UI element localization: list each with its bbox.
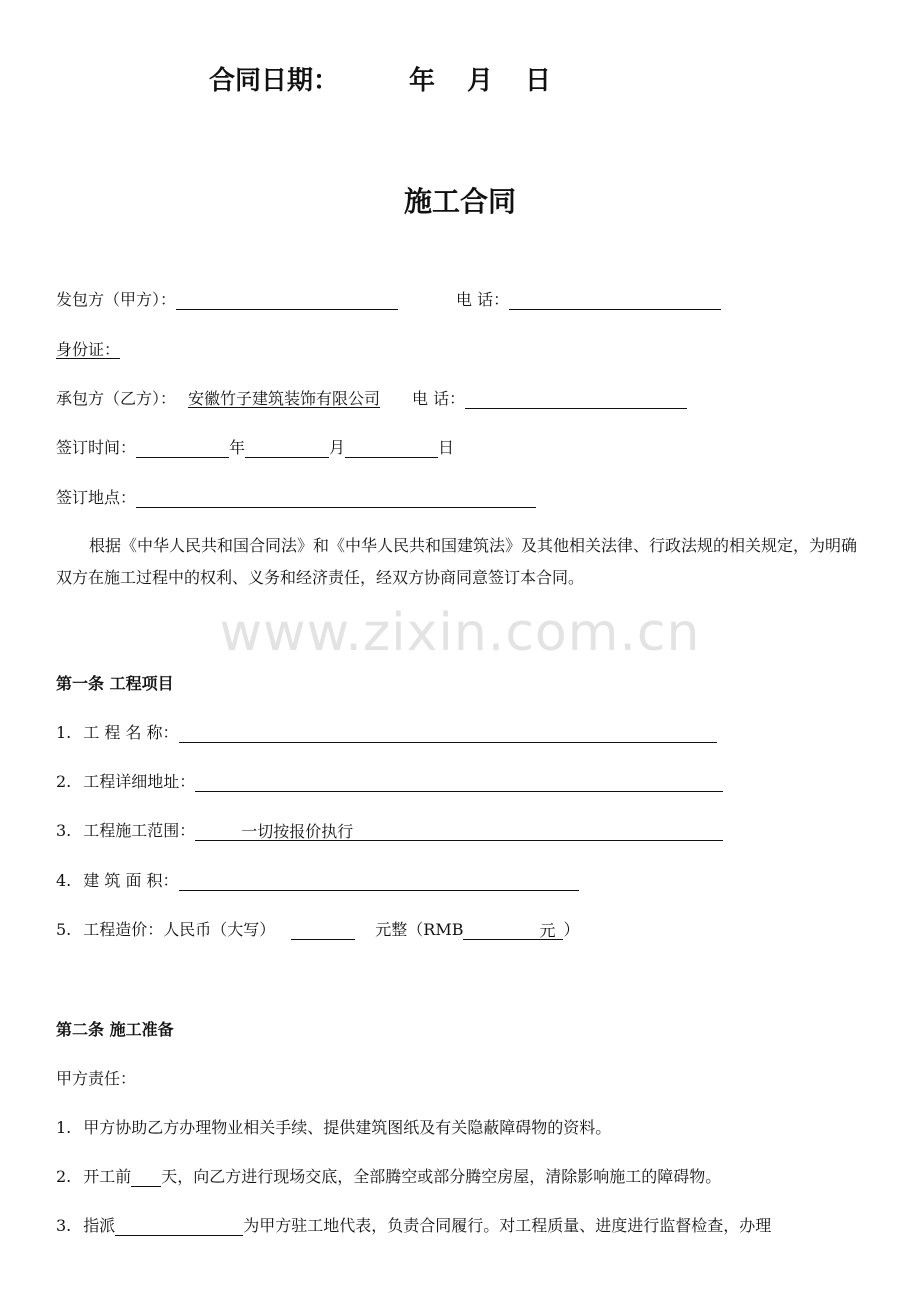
item-number: 2. (56, 772, 72, 791)
party-a-phone-field[interactable] (509, 291, 721, 310)
building-area-field[interactable] (179, 872, 579, 891)
contract-date-day: 日 (525, 66, 552, 96)
project-cost-label: 工程造价：人民币（大写） (83, 920, 276, 939)
duty-3-pre: 指派 (83, 1216, 116, 1235)
id-card-label: 身份证： (56, 340, 121, 359)
duty-2-post: 天，向乙方进行现场交底，全部腾空或部分腾空房屋，清除影响施工的障碍物。 (161, 1167, 722, 1186)
site-representative-field[interactable] (115, 1217, 243, 1236)
duty-item-2 (56, 1167, 721, 1187)
cost-rmb-field[interactable] (463, 921, 563, 940)
item-number: 1. (56, 723, 72, 742)
duty-item-1 (56, 1118, 611, 1138)
party-a-row (56, 290, 721, 310)
party-a-duties-label: 甲方责任： (56, 1069, 137, 1088)
cost-unit: 元 (539, 921, 556, 940)
sign-year-field[interactable] (136, 439, 229, 458)
sign-time-label: 签订时间： (56, 438, 137, 457)
project-name-row (56, 723, 717, 743)
contract-date-month: 月 (467, 66, 494, 96)
building-area-label: 建 筑 面 积： (83, 871, 179, 890)
project-scope-row (56, 821, 723, 841)
party-b-row (56, 389, 687, 409)
project-name-field[interactable] (179, 724, 717, 743)
sign-place-label: 签订地点： (56, 488, 137, 507)
party-b-label: 承包方（乙方）： (56, 389, 177, 408)
section2-heading: 第二条 施工准备 (56, 1020, 174, 1039)
project-address-label: 工程详细地址： (83, 772, 196, 791)
duty-item-3 (56, 1216, 771, 1236)
contract-date-label: 合同日期： (209, 66, 340, 96)
party-b-phone-label: 电 话： (412, 389, 466, 408)
item-number: 4. (56, 871, 72, 890)
party-b-phone-field[interactable] (465, 390, 687, 409)
project-address-row (56, 772, 723, 792)
contract-date-line (209, 64, 551, 98)
cost-suffix: 元整（RMB (375, 920, 464, 939)
building-area-row (56, 871, 579, 891)
duty-3-post: 为甲方驻工地代表，负责合同履行。对工程质量、进度进行监督检查，办理 (243, 1216, 772, 1235)
party-a-phone-label: 电 话： (456, 290, 510, 309)
project-name-label: 工 程 名 称： (83, 723, 179, 742)
section1-heading: 第一条 工程项目 (56, 674, 174, 693)
project-cost-row (56, 920, 580, 940)
project-scope-label: 工程施工范围： (83, 821, 196, 840)
sign-day-text: 日 (438, 438, 455, 457)
project-scope-value: 一切按报价执行 (241, 822, 354, 841)
project-address-field[interactable] (195, 773, 723, 792)
duty-1-text: 甲方协助乙方办理物业相关手续、提供建筑图纸及有关隐蔽障碍物的资料。 (83, 1118, 612, 1137)
item-number: 3. (56, 821, 72, 840)
document-title: 施工合同 (403, 185, 516, 218)
item-number: 1. (56, 1118, 72, 1137)
handover-days-field[interactable] (131, 1168, 161, 1187)
party-a-name-field[interactable] (176, 291, 398, 310)
duty-2-pre: 开工前 (83, 1167, 132, 1186)
item-number: 5. (56, 920, 72, 939)
sign-place-row (56, 488, 536, 508)
sign-month-text: 月 (329, 438, 346, 457)
sign-time-row (56, 438, 454, 458)
party-a-label: 发包方（甲方）： (56, 290, 177, 309)
preamble-paragraph: 根据《中华人民共和国合同法》和《中华人民共和国建筑法》及其他相关法律、行政法规的相关规定，为明确双方在施工过程中的权利、义务和经济责任，经双方协商同意签订本合同。 (56, 536, 858, 587)
sign-month-field[interactable] (245, 439, 329, 458)
sign-year-text: 年 (229, 438, 246, 457)
sign-day-field[interactable] (345, 439, 438, 458)
sign-place-field[interactable] (136, 489, 536, 508)
cost-close: ） (563, 920, 580, 939)
cost-chinese-field[interactable] (291, 921, 355, 940)
project-scope-field[interactable] (195, 822, 723, 841)
contract-date-year: 年 (409, 66, 436, 96)
party-b-name: 安徽竹子建筑装饰有限公司 (188, 389, 381, 408)
watermark: www.zixin.com.cn (219, 603, 701, 663)
item-number: 2. (56, 1167, 72, 1186)
item-number: 3. (56, 1216, 72, 1235)
